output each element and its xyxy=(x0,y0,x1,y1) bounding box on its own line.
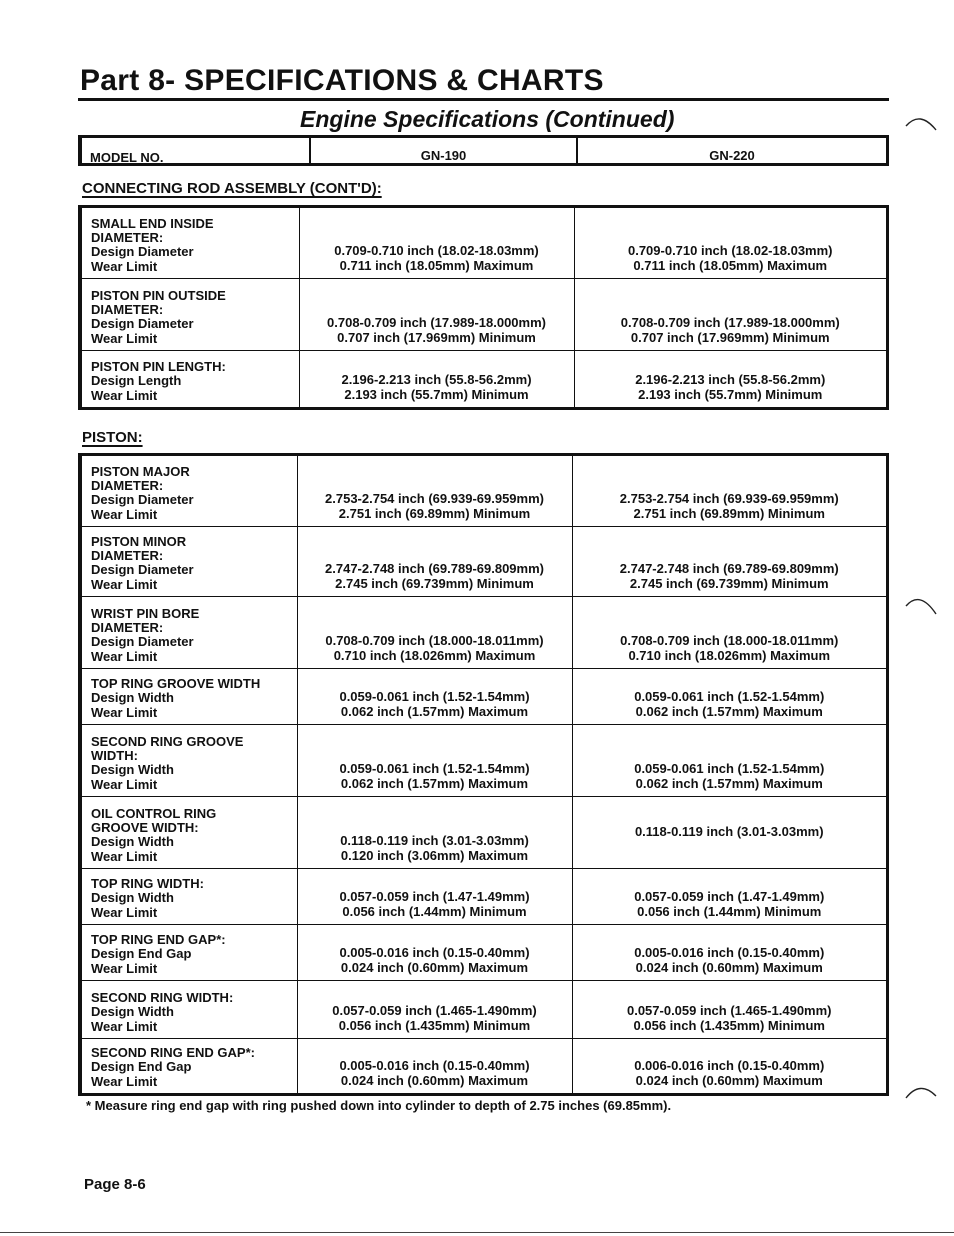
spec-value-gn190: 0.059-0.061 inch (1.52-1.54mm) 0.062 inch (1.57mm) Maximum xyxy=(297,669,572,725)
spec-label: TOP RING WIDTH: Design Width Wear Limit xyxy=(80,869,297,925)
spec-value-gn220: 2.753-2.754 inch (69.939-69.959mm) 2.751 inch (69.89mm) Minimum xyxy=(572,455,888,527)
spec-label: PISTON PIN LENGTH: Design Length Wear Limit xyxy=(80,351,299,409)
page-title: Part 8- SPECIFICATIONS & CHARTS xyxy=(80,64,604,97)
spec-row xyxy=(80,597,888,669)
section-subtitle: Engine Specifications (Continued) xyxy=(300,106,675,132)
spec-value-gn220: 0.118-0.119 inch (3.01-3.03mm) xyxy=(572,797,888,869)
spec-label: SECOND RING END GAP*: Design End Gap Wear Limit xyxy=(80,1039,297,1095)
spec-value-gn190: 0.059-0.061 inch (1.52-1.54mm) 0.062 inch (1.57mm) Maximum xyxy=(297,725,572,797)
model-gn220: GN-220 xyxy=(709,148,755,163)
section-heading-connecting-rod: CONNECTING ROD ASSEMBLY (CONT'D): xyxy=(82,180,382,197)
binder-hole-mark xyxy=(902,1078,942,1108)
spec-row xyxy=(80,1039,888,1095)
title-rule xyxy=(78,98,889,101)
spec-row xyxy=(80,527,888,597)
spec-value-gn220: 0.708-0.709 inch (18.000-18.011mm) 0.710 inch (18.026mm) Maximum xyxy=(572,597,888,669)
spec-row xyxy=(80,925,888,981)
spec-value-gn190: 0.057-0.059 inch (1.465-1.490mm) 0.056 inch (1.435mm) Minimum xyxy=(297,981,572,1039)
spec-value-gn190: 0.708-0.709 inch (18.000-18.011mm) 0.710 inch (18.026mm) Maximum xyxy=(297,597,572,669)
spec-value-gn190: 0.005-0.016 inch (0.15-0.40mm) 0.024 inch (0.60mm) Maximum xyxy=(297,925,572,981)
spec-value-gn220: 0.059-0.061 inch (1.52-1.54mm) 0.062 inch (1.57mm) Maximum xyxy=(572,669,888,725)
spec-label: PISTON MINOR DIAMETER: Design Diameter Wear Limit xyxy=(80,527,297,597)
section-heading-piston: PISTON: xyxy=(82,429,143,446)
connecting-rod-spec-table xyxy=(78,205,889,410)
spec-label: PISTON MAJOR DIAMETER: Design Diameter Wear Limit xyxy=(80,455,297,527)
spec-value-gn220: 0.006-0.016 inch (0.15-0.40mm) 0.024 inch (0.60mm) Maximum xyxy=(572,1039,888,1095)
footnote: * Measure ring end gap with ring pushed down into cylinder to depth of 2.75 inches (69.85mm). xyxy=(86,1098,672,1113)
spec-row xyxy=(80,869,888,925)
spec-label: TOP RING GROOVE WIDTH Design Width Wear Limit xyxy=(80,669,297,725)
spec-row xyxy=(80,351,888,409)
spec-row xyxy=(80,797,888,869)
page-number: Page 8-6 xyxy=(84,1176,146,1193)
spec-label: OIL CONTROL RING GROOVE WIDTH: Design Width Wear Limit xyxy=(80,797,297,869)
spec-value-gn220: 0.708-0.709 inch (17.989-18.000mm) 0.707 inch (17.969mm) Minimum xyxy=(574,279,888,351)
spec-label: SECOND RING GROOVE WIDTH: Design Width Wear Limit xyxy=(80,725,297,797)
spec-value-gn190: 2.196-2.213 inch (55.8-56.2mm) 2.193 inch (55.7mm) Minimum xyxy=(299,351,574,409)
spec-value-gn190: 0.118-0.119 inch (3.01-3.03mm) 0.120 inch (3.06mm) Maximum xyxy=(297,797,572,869)
spec-label: TOP RING END GAP*: Design End Gap Wear Limit xyxy=(80,925,297,981)
piston-spec-table xyxy=(78,453,889,1096)
spec-value-gn220: 0.709-0.710 inch (18.02-18.03mm) 0.711 inch (18.05mm) Maximum xyxy=(574,207,888,279)
spec-value-gn220: 2.196-2.213 inch (55.8-56.2mm) 2.193 inch (55.7mm) Minimum xyxy=(574,351,888,409)
spec-value-gn190: 2.753-2.754 inch (69.939-69.959mm) 2.751 inch (69.89mm) Minimum xyxy=(297,455,572,527)
spec-value-gn190: 0.057-0.059 inch (1.47-1.49mm) 0.056 inch (1.44mm) Minimum xyxy=(297,869,572,925)
spec-value-gn220: 0.057-0.059 inch (1.47-1.49mm) 0.056 inch (1.44mm) Minimum xyxy=(572,869,888,925)
model-label: MODEL NO. xyxy=(82,138,311,163)
model-gn190: GN-190 xyxy=(311,138,578,163)
spec-label: SMALL END INSIDE DIAMETER: Design Diameter Wear Limit xyxy=(80,207,299,279)
spec-row xyxy=(80,279,888,351)
spec-value-gn190: 0.005-0.016 inch (0.15-0.40mm) 0.024 inch (0.60mm) Maximum xyxy=(297,1039,572,1095)
spec-value-gn220: 2.747-2.748 inch (69.789-69.809mm) 2.745 inch (69.739mm) Minimum xyxy=(572,527,888,597)
binder-hole-mark xyxy=(902,108,942,148)
spec-value-gn190: 0.709-0.710 inch (18.02-18.03mm) 0.711 inch (18.05mm) Maximum xyxy=(299,207,574,279)
spec-row xyxy=(80,725,888,797)
spec-label: SECOND RING WIDTH: Design Width Wear Limit xyxy=(80,981,297,1039)
spec-row xyxy=(80,669,888,725)
spec-row xyxy=(80,455,888,527)
model-number-header xyxy=(78,135,889,166)
binder-hole-mark xyxy=(902,590,942,630)
spec-label: PISTON PIN OUTSIDE DIAMETER: Design Diameter Wear Limit xyxy=(80,279,299,351)
spec-value-gn220: 0.059-0.061 inch (1.52-1.54mm) 0.062 inch (1.57mm) Maximum xyxy=(572,725,888,797)
spec-label: WRIST PIN BORE DIAMETER: Design Diameter Wear Limit xyxy=(80,597,297,669)
spec-value-gn220: 0.005-0.016 inch (0.15-0.40mm) 0.024 inch (0.60mm) Maximum xyxy=(572,925,888,981)
spec-value-gn190: 2.747-2.748 inch (69.789-69.809mm) 2.745 inch (69.739mm) Minimum xyxy=(297,527,572,597)
spec-row xyxy=(80,207,888,279)
spec-value-gn190: 0.708-0.709 inch (17.989-18.000mm) 0.707 inch (17.969mm) Minimum xyxy=(299,279,574,351)
spec-row xyxy=(80,981,888,1039)
spec-value-gn220: 0.057-0.059 inch (1.465-1.490mm) 0.056 inch (1.435mm) Minimum xyxy=(572,981,888,1039)
bottom-rule xyxy=(0,1232,954,1233)
